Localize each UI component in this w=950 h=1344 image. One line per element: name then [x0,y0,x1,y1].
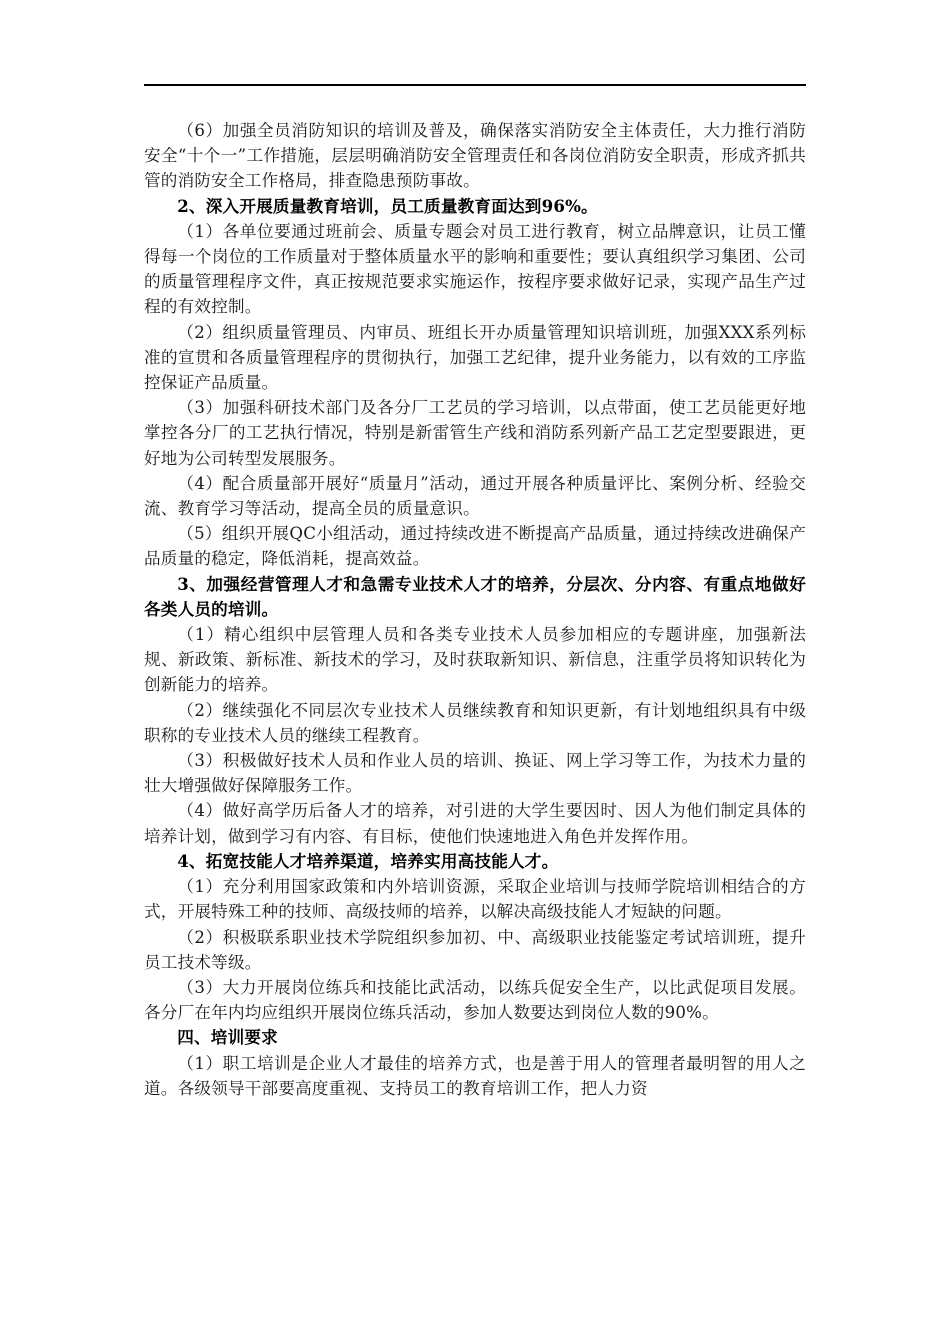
paragraph-skill-3: （3）大力开展岗位练兵和技能比武活动，以练兵促安全生产，以比武促项目发展。各分厂在年内均应组织开展岗位练兵活动，参加人数要达到岗位人数的90%。 [144,977,806,1023]
paragraph-quality-1: （1）各单位要通过班前会、质量专题会对员工进行教育，树立品牌意识，让员工懂得每一个岗位的工作质量对于整体质量水平的影响和重要性；要认真组织学习集团、公司的质量管理程序文件，真正按规范要求实施运作，按程序要求做好记录，实现产品生产过程的有效控制。 [144,221,806,317]
header-rule [144,84,806,86]
paragraph-quality-5: （5）组织开展QC小组活动，通过持续改进不断提高产品质量，通过持续改进确保产品质量的稳定，降低消耗，提高效益。 [144,524,806,569]
paragraph-talent-4: （4）做好高学历后备人才的培养，对引进的大学生要因时、因人为他们制定具体的培养计划，做到学习有内容、有目标，使他们快速地进入角色并发挥作用。 [144,801,806,846]
paragraph-talent-3: （3）积极做好技术人员和作业人员的培训、换证、网上学习等工作，为技术力量的壮大增强做好保障服务工作。 [144,751,806,796]
paragraph-requirements-1: （1）职工培训是企业人才最佳的培养方式，也是善于用人的管理者最明智的用人之道。各级领导干部要高度重视、支持员工的教育培训工作，把人力资 [144,1053,806,1098]
document-body [144,118,806,1101]
paragraph-talent-2: （2）继续强化不同层次专业技术人员继续教育和知识更新，有计划地组织具有中级职称的专业技术人员的继续工程教育。 [144,700,806,745]
paragraph-quality-2: （2）组织质量管理员、内审员、班组长开办质量管理知识培训班，加强XXX系列标准的宣贯和各质量管理程序的贯彻执行，加强工艺纪律，提升业务能力，以有效的工序监控保证产品质量。 [144,322,806,393]
paragraph-quality-4: （4）配合质量部开展好“质量月”活动，通过开展各种质量评比、案例分析、经验交流、教育学习等活动，提高全员的质量意识。 [144,473,806,519]
section-heading-quality-education: 2、深入开展质量教育培训，员工质量教育面达到96%。 [177,195,598,216]
paragraph-talent-1: （1）精心组织中层管理人员和各类专业技术人员参加相应的专题讲座，加强新法规、新政策、新标准、新技术的学习，及时获取新知识、新信息，注重学员将知识转化为创新能力的培养。 [144,625,806,695]
paragraph-quality-3: （3）加强科研技术部门及各分厂工艺员的学习培训，以点带面，使工艺员能更好地掌控各分厂的工艺执行情况，特别是新雷管生产线和消防系列新产品工艺定型要跟进，更好地为公司转型发展服务。 [144,398,806,468]
section-heading-training-requirements: 四、培训要求 [177,1027,278,1048]
paragraph-skill-1: （1）充分利用国家政策和内外培训资源，采取企业培训与技师学院培训相结合的方式，开展特殊工种的技师、高级技师的培养，以解决高级技能人才短缺的问题。 [144,877,806,922]
paragraph-fire-safety-6: （6）加强全员消防知识的培训及普及，确保落实消防安全主体责任，大力推行消防安全“十个一”工作措施，层层明确消防安全管理责任和各岗位消防安全职责，形成齐抓共管的消防安全工作格局，排查隐患预防事故。 [144,121,806,191]
paragraph-skill-2: （2）积极联系职业技术学院组织参加初、中、高级职业技能鉴定考试培训班，提升员工技术等级。 [144,927,806,972]
section-heading-management-talent: 3、加强经营管理人才和急需专业技术人才的培养，分层次、分内容、有重点地做好各类人员的培训。 [144,573,806,619]
section-heading-skill-talent: 4、拓宽技能人才培养渠道，培养实用高技能人才。 [177,850,559,871]
